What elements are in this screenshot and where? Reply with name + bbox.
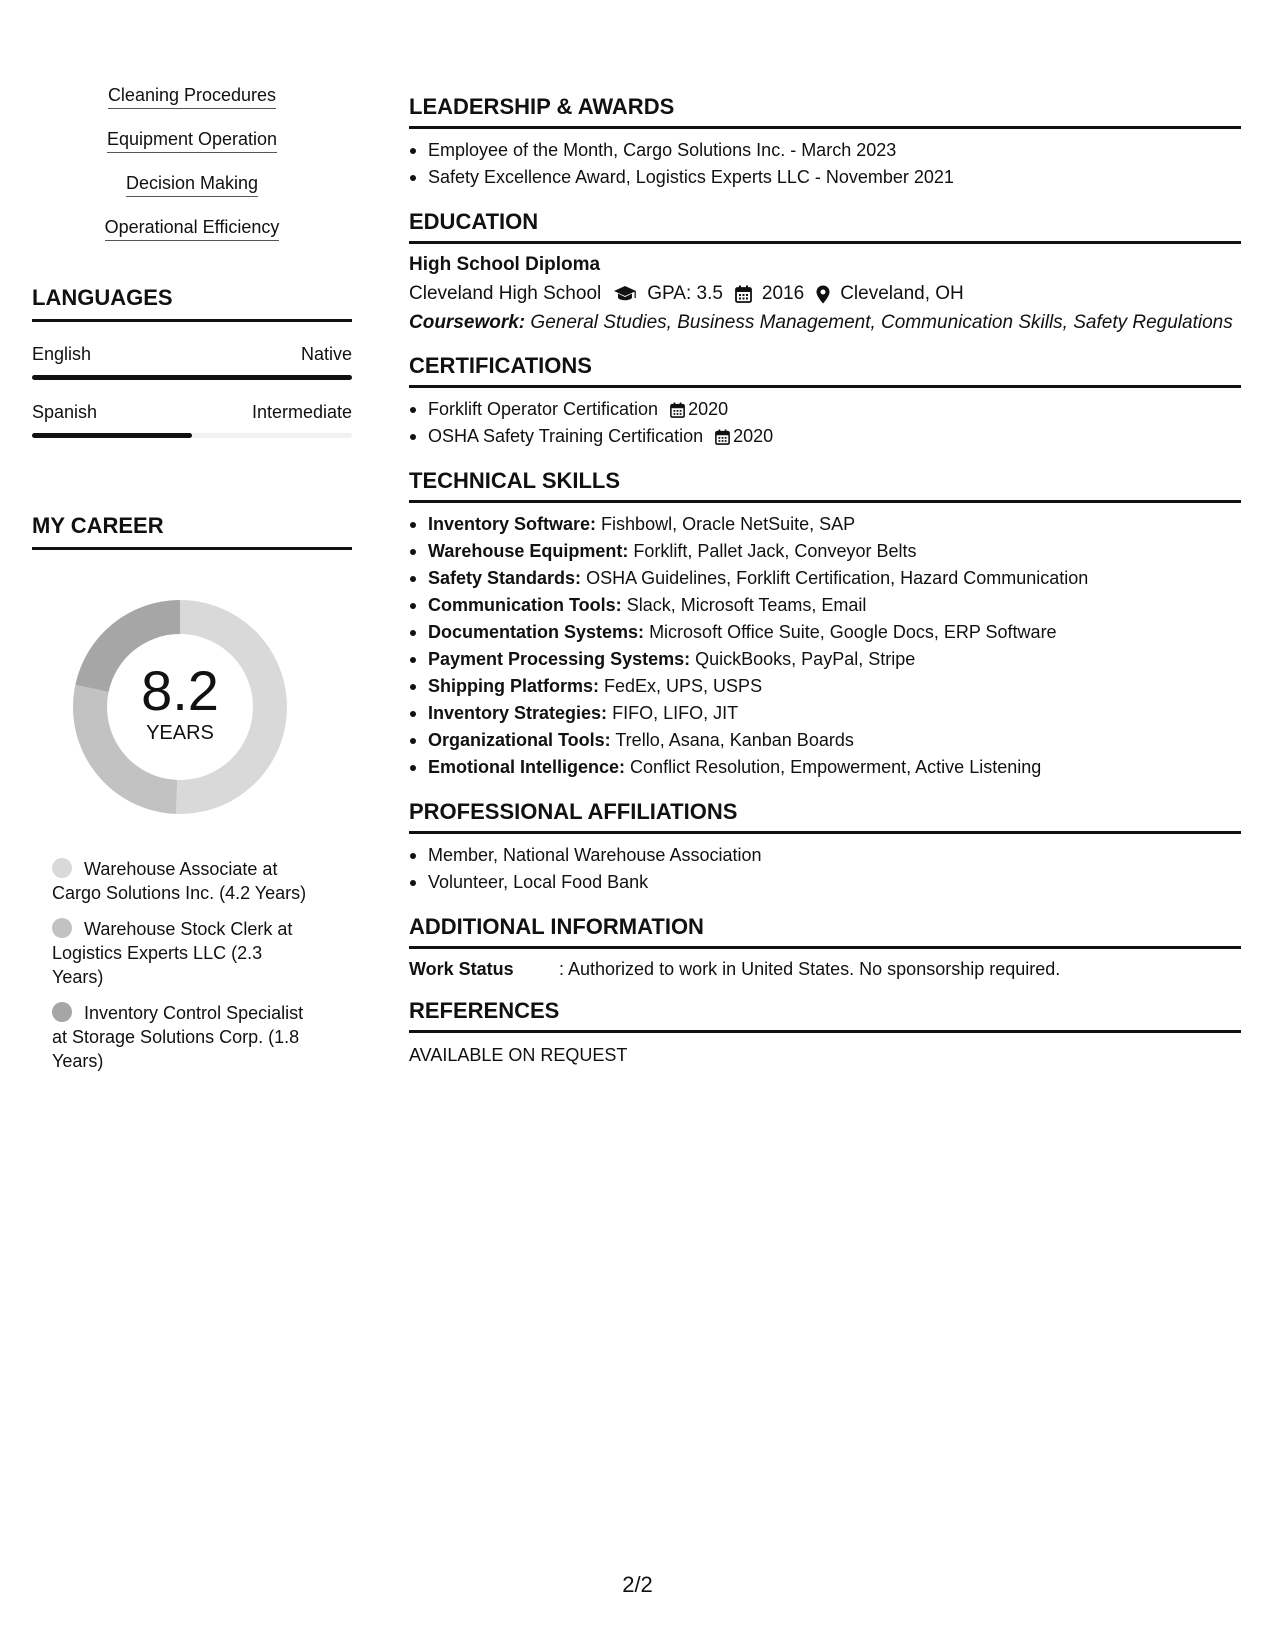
graduation-cap-icon	[613, 285, 637, 303]
skill-label: Payment Processing Systems:	[428, 649, 691, 669]
left-column	[32, 84, 352, 1085]
skill-label: Organizational Tools:	[428, 730, 611, 750]
work-status-value: : Authorized to work in United States. No sponsorship required.	[559, 959, 1061, 979]
skill-value: Slack, Microsoft Teams, Email	[626, 595, 867, 615]
technical-skills-heading: TECHNICAL SKILLS	[409, 468, 1241, 503]
technical-skill-item	[409, 673, 1241, 700]
language-level: Intermediate	[251, 402, 352, 422]
list-item: Volunteer, Local Food Bank	[409, 869, 1241, 896]
skill-tags	[32, 84, 352, 260]
education-coursework	[409, 311, 1241, 335]
education-degree: High School Diploma	[409, 254, 601, 275]
skill-value: Microsoft Office Suite, Google Docs, ERP Software	[649, 622, 1057, 642]
right-column	[409, 94, 1241, 1066]
skill-tag: Cleaning Procedures	[108, 84, 276, 109]
languages-section	[32, 285, 352, 438]
list-item: Member, National Warehouse Association	[409, 842, 1241, 869]
technical-skill-item	[409, 619, 1241, 646]
technical-skills-list	[409, 511, 1241, 781]
skill-value: Fishbowl, Oracle NetSuite, SAP	[601, 514, 856, 534]
references-text: AVAILABLE ON REQUEST	[409, 1045, 628, 1065]
skill-tag: Decision Making	[126, 172, 258, 197]
language-row	[32, 344, 352, 365]
career-legend-item	[52, 1001, 312, 1073]
career-role-label: Warehouse Associate at Cargo Solutions Inc. (4.2 Years)	[52, 859, 307, 903]
affiliations-heading: PROFESSIONAL AFFILIATIONS	[409, 799, 1241, 834]
skill-value: Trello, Asana, Kanban Boards	[615, 730, 854, 750]
donut-center	[65, 592, 295, 822]
legend-dot	[52, 858, 72, 878]
education-details	[409, 283, 1241, 305]
calendar-icon	[735, 285, 752, 303]
skill-label: Inventory Software:	[428, 514, 597, 534]
education-year: 2016	[761, 283, 805, 304]
skill-label: Emotional Intelligence:	[428, 757, 626, 777]
skill-label: Safety Standards:	[428, 568, 582, 588]
career-heading: MY CAREER	[32, 513, 352, 550]
career-section	[32, 513, 352, 1073]
skill-tag: Operational Efficiency	[105, 216, 280, 241]
certifications-heading: CERTIFICATIONS	[409, 353, 1241, 388]
certification-year: 2020	[733, 426, 774, 446]
skill-label: Shipping Platforms:	[428, 676, 599, 696]
references-heading: REFERENCES	[409, 998, 1241, 1033]
certification-name: OSHA Safety Training Certification	[428, 426, 704, 446]
technical-skill-item	[409, 700, 1241, 727]
career-legend-item	[52, 917, 312, 989]
skill-value: FedEx, UPS, USPS	[604, 676, 763, 696]
work-status-label: Work Status	[409, 959, 514, 979]
legend-dot	[52, 918, 72, 938]
language-bar-fill	[32, 433, 192, 438]
career-total: 8.2	[141, 658, 219, 722]
affiliations-list	[409, 842, 1241, 896]
skill-value: Conflict Resolution, Empowerment, Active Listening	[630, 757, 1042, 777]
certification-year: 2020	[688, 399, 729, 419]
location-pin-icon	[816, 285, 830, 304]
language-row	[32, 402, 352, 423]
legend-dot	[52, 1002, 72, 1022]
language-name: English	[32, 344, 92, 364]
skill-label: Inventory Strategies:	[428, 703, 608, 723]
work-status-row	[409, 959, 1241, 980]
technical-skill-item	[409, 565, 1241, 592]
skill-label: Communication Tools:	[428, 595, 622, 615]
technical-skill-item	[409, 592, 1241, 619]
language-bar	[32, 433, 352, 438]
calendar-icon	[715, 429, 730, 445]
leadership-heading: LEADERSHIP & AWARDS	[409, 94, 1241, 129]
education-location: Cleveland, OH	[840, 283, 964, 304]
list-item: Employee of the Month, Cargo Solutions Inc. - March 2023	[409, 137, 1241, 164]
list-item: Safety Excellence Award, Logistics Experts LLC - November 2021	[409, 164, 1241, 191]
career-role-label: Inventory Control Specialist at Storage Solutions Corp. (1.8 Years)	[52, 1003, 304, 1071]
list-item	[409, 423, 1241, 450]
technical-skill-item	[409, 538, 1241, 565]
skill-value: QuickBooks, PayPal, Stripe	[695, 649, 916, 669]
technical-skill-item	[409, 646, 1241, 673]
additional-info-heading: ADDITIONAL INFORMATION	[409, 914, 1241, 949]
language-bar-fill	[32, 375, 352, 380]
education-gpa: GPA: 3.5	[647, 283, 723, 304]
certifications-list	[409, 396, 1241, 450]
page-number: 2/2	[622, 1572, 653, 1597]
list-item	[409, 396, 1241, 423]
technical-skill-item	[409, 754, 1241, 781]
language-name: Spanish	[32, 402, 98, 422]
languages-heading: LANGUAGES	[32, 285, 352, 322]
technical-skill-item	[409, 511, 1241, 538]
career-donut	[65, 592, 295, 822]
skill-tag: Equipment Operation	[107, 128, 277, 153]
coursework-text: General Studies, Business Management, Communication Skills, Safety Regulations	[530, 312, 1233, 333]
education-school: Cleveland High School	[409, 283, 602, 304]
career-role-label: Warehouse Stock Clerk at Logistics Experts LLC (2.3 Years)	[52, 919, 293, 987]
career-legend-item	[52, 857, 312, 905]
coursework-label: Coursework:	[409, 312, 526, 333]
language-bar	[32, 375, 352, 380]
skill-label: Documentation Systems:	[428, 622, 645, 642]
career-legend	[32, 857, 312, 1073]
certification-name: Forklift Operator Certification	[428, 399, 659, 419]
skill-value: FIFO, LIFO, JIT	[612, 703, 739, 723]
calendar-icon	[670, 402, 685, 418]
skill-value: OSHA Guidelines, Forklift Certification, Hazard Communication	[586, 568, 1089, 588]
skill-label: Warehouse Equipment:	[428, 541, 629, 561]
skill-value: Forklift, Pallet Jack, Conveyor Belts	[633, 541, 917, 561]
career-unit: YEARS	[146, 721, 214, 744]
education-heading: EDUCATION	[409, 209, 1241, 244]
leadership-list	[409, 137, 1241, 191]
language-level: Native	[300, 344, 352, 364]
technical-skill-item	[409, 727, 1241, 754]
